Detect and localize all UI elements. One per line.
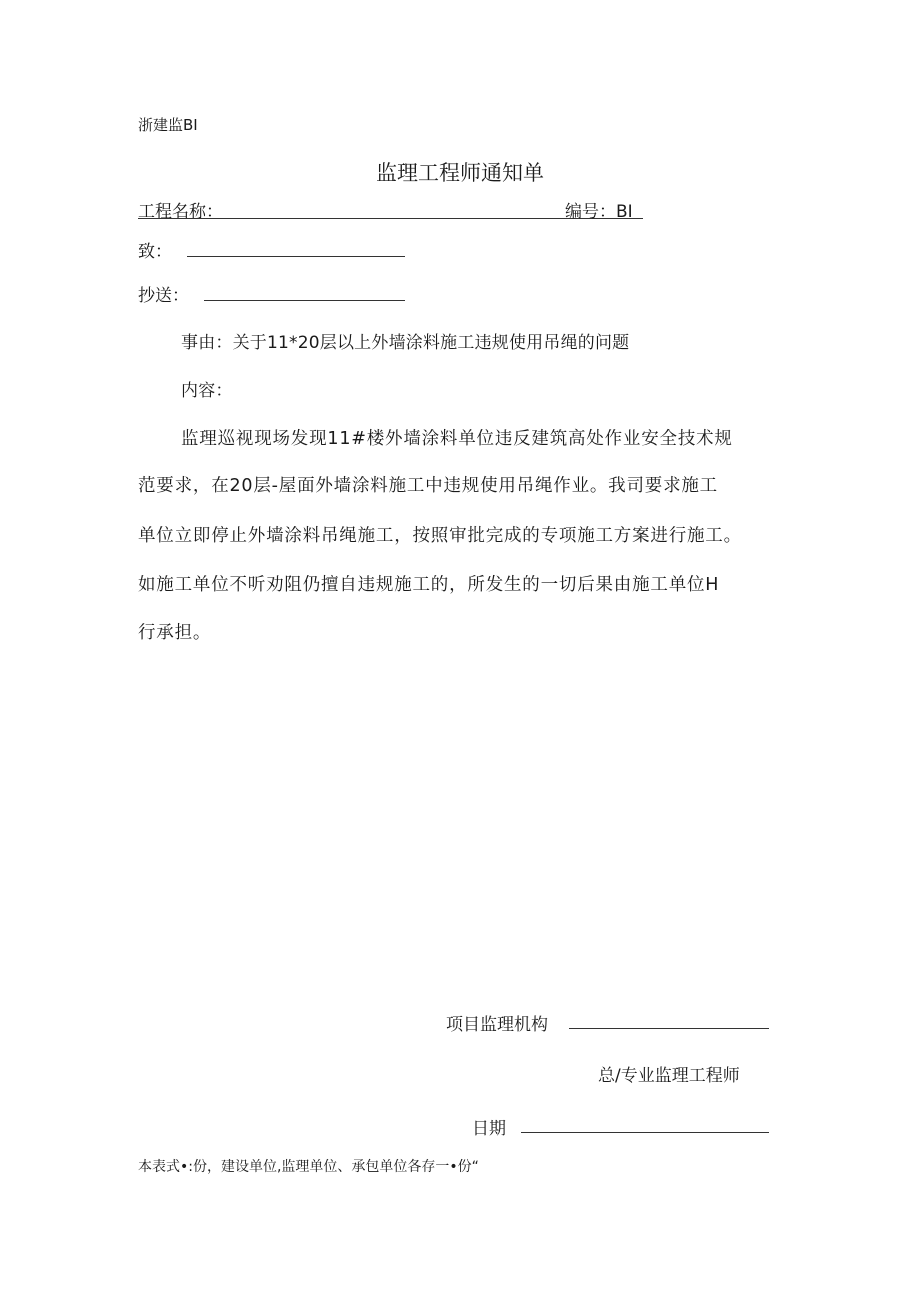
subject-line: 事由：关于11*20层以上外墙涂料施工违规使用吊绳的问题 <box>181 333 630 353</box>
supervision-org-label: 项目监理机构 <box>446 1015 548 1035</box>
footer-note: 本表式•:份，建设单位,监理单位、承包单位各存一•份“ <box>138 1159 479 1175</box>
form-code: 浙建监BI <box>138 116 198 134</box>
cc-label: 抄送： <box>138 286 189 306</box>
serial-number-label: 编号：BI <box>565 202 633 222</box>
to-field-underline <box>187 256 405 257</box>
supervision-org-underline <box>569 1028 769 1029</box>
cc-field-underline <box>204 300 405 301</box>
paragraph-line: 监理巡视现场发现11#楼外墙涂料单位违反建筑高处作业安全技术规 <box>181 429 733 449</box>
paragraph-line: 如施工单位不听劝阻仍擅自违规施工的，所发生的一切后果由施工单位H <box>138 575 720 595</box>
paragraph-line: 范要求，在20层-屋面外墙涂料施工中违规使用吊绳作业。我司要求施工 <box>138 476 718 496</box>
content-label: 内容： <box>181 381 233 401</box>
paragraph-line: 行承担。 <box>138 623 212 643</box>
paragraph-line: 单位立即停止外墙涂料吊绳施工，按照审批完成的专项施工方案进行施工。 <box>138 526 742 546</box>
project-name-label: 工程名称： <box>138 202 223 222</box>
to-label: 致： <box>138 242 172 262</box>
page-title: 监理工程师通知单 <box>376 161 544 185</box>
date-underline <box>521 1132 769 1133</box>
engineer-label: 总/专业监理工程师 <box>598 1066 740 1086</box>
date-label: 日期 <box>472 1119 506 1139</box>
